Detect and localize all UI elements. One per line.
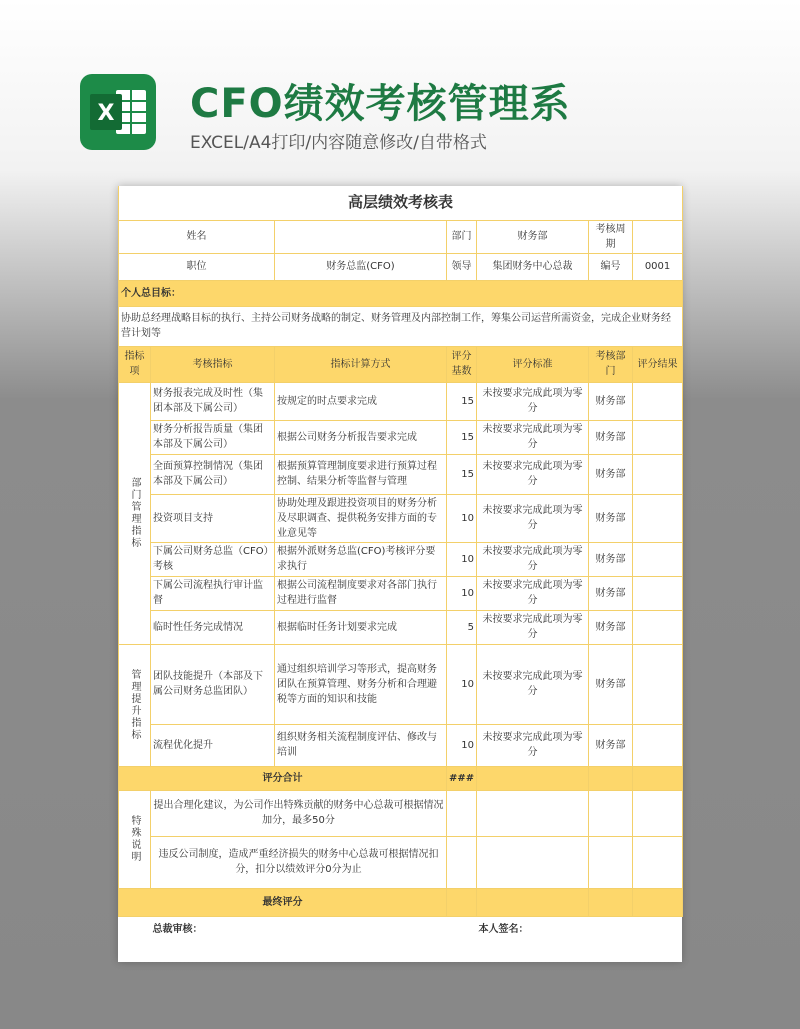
page-header [0,0,800,180]
period-value[interactable] [633,220,683,253]
leader-label: 领导 [447,253,477,280]
method-cell[interactable]: 协助处理及跟进投资项目的财务分析及尽职调查、提供税务安排方面的专业意见等 [275,494,447,542]
excel-icon [78,72,158,152]
sheet-title: 高层绩效考核表 [119,186,683,220]
number-value[interactable]: 0001 [633,253,683,280]
base-cell[interactable]: 15 [447,454,477,494]
dept-cell[interactable]: 财务部 [589,454,633,494]
dept-value[interactable]: 财务部 [477,220,589,253]
group-label-management-improvement: 管理提升指标 [119,644,151,766]
special-note-penalty[interactable]: 违反公司制度，造成严重经济损失的财务中心总裁可根据情况扣分，扣分以绩效评分0分为止 [151,836,447,888]
indicator-cell[interactable]: 团队技能提升（本部及下属公司财务总监团队） [151,644,275,724]
table-row [119,454,683,494]
position-value[interactable]: 财务总监(CFO) [275,253,447,280]
table-row [119,420,683,454]
table-row [119,382,683,420]
indicator-cell[interactable]: 临时性任务完成情况 [151,610,275,644]
indicator-cell[interactable]: 下属公司财务总监（CFO）考核 [151,542,275,576]
base-cell[interactable]: 15 [447,420,477,454]
result-cell[interactable] [633,576,683,610]
name-label: 姓名 [119,220,275,253]
goal-text[interactable]: 协助总经理战略目标的执行、主持公司财务战略的制定、财务管理及内部控制工作，筹集公司运营所需资金，完成企业财务经营计划等 [119,306,683,346]
dept-cell[interactable]: 财务部 [589,610,633,644]
standard-cell[interactable]: 未按要求完成此项为零分 [477,724,589,766]
base-cell[interactable]: 10 [447,724,477,766]
result-cell[interactable] [633,382,683,420]
dept-label: 部门 [447,220,477,253]
base-cell[interactable]: 5 [447,610,477,644]
page-title: CFO绩效考核管理系 [190,81,571,127]
method-cell[interactable]: 根据公司流程制度要求对各部门执行过程进行监督 [275,576,447,610]
table-row [119,724,683,766]
method-cell[interactable]: 根据公司财务分析报告要求完成 [275,420,447,454]
dept-cell[interactable]: 财务部 [589,382,633,420]
standard-cell[interactable]: 未按要求完成此项为零分 [477,542,589,576]
col-header-dept: 考核部门 [589,346,633,382]
self-sign-label: 本人签名： [478,923,529,935]
method-cell[interactable]: 根据预算管理制度要求进行预算过程控制、结果分析等监督与管理 [275,454,447,494]
standard-cell[interactable]: 未按要求完成此项为零分 [477,644,589,724]
group-label-dept-management: 部门管理指标 [119,382,151,644]
final-score-value[interactable] [447,888,477,916]
method-cell[interactable]: 通过组织培训学习等形式，提高财务团队在预算管理、财务分析和合理避税等方面的知识和技能 [275,644,447,724]
leader-value[interactable]: 集团财务中心总裁 [477,253,589,280]
goal-label: 个人总目标： [119,280,683,306]
special-note-bonus[interactable]: 提出合理化建议，为公司作出特殊贡献的财务中心总裁可根据情况加分，最多50分 [151,790,447,836]
evaluation-table [118,186,683,942]
subtotal-label: 评分合计 [119,766,447,790]
table-row [119,610,683,644]
method-cell[interactable]: 根据临时任务计划要求完成 [275,610,447,644]
standard-cell[interactable]: 未按要求完成此项为零分 [477,454,589,494]
name-value[interactable] [275,220,447,253]
col-header-item: 指标项 [119,346,151,382]
number-label: 编号 [589,253,633,280]
base-cell[interactable]: 15 [447,382,477,420]
standard-cell[interactable]: 未按要求完成此项为零分 [477,494,589,542]
dept-cell[interactable]: 财务部 [589,724,633,766]
indicator-cell[interactable]: 下属公司流程执行审计监督 [151,576,275,610]
page-subtitle: EXCEL/A4打印/内容随意修改/自带格式 [190,133,487,153]
dept-cell[interactable]: 财务部 [589,420,633,454]
dept-cell[interactable]: 财务部 [589,542,633,576]
result-cell[interactable] [633,724,683,766]
method-cell[interactable]: 根据外派财务总监(CFO)考核评分要求执行 [275,542,447,576]
special-notes-label: 特殊说明 [119,790,151,888]
dept-cell[interactable]: 财务部 [589,494,633,542]
dept-cell[interactable]: 财务部 [589,576,633,610]
col-header-indicator: 考核指标 [151,346,275,382]
indicator-cell[interactable]: 投资项目支持 [151,494,275,542]
standard-cell[interactable]: 未按要求完成此项为零分 [477,576,589,610]
method-cell[interactable]: 按规定的时点要求完成 [275,382,447,420]
col-header-result: 评分结果 [633,346,683,382]
result-cell[interactable] [633,644,683,724]
final-score-label: 最终评分 [119,888,447,916]
result-cell[interactable] [633,494,683,542]
standard-cell[interactable]: 未按要求完成此项为零分 [477,610,589,644]
result-cell[interactable] [633,454,683,494]
result-cell[interactable] [633,542,683,576]
indicator-cell[interactable]: 流程优化提升 [151,724,275,766]
subtotal-value[interactable]: ### [447,766,477,790]
base-cell[interactable]: 10 [447,644,477,724]
period-label: 考核周期 [589,220,633,253]
col-header-base: 评分基数 [447,346,477,382]
excel-icon-letter: X [97,101,115,126]
base-cell[interactable]: 10 [447,494,477,542]
result-cell[interactable] [633,610,683,644]
indicator-cell[interactable]: 全面预算控制情况（集团本部及下属公司） [151,454,275,494]
result-cell[interactable] [633,420,683,454]
table-row [119,494,683,542]
indicator-cell[interactable]: 财务分析报告质量（集团本部及下属公司） [151,420,275,454]
president-review-label: 总裁审核： [152,923,203,935]
method-cell[interactable]: 组织财务相关流程制度评估、修改与培训 [275,724,447,766]
standard-cell[interactable]: 未按要求完成此项为零分 [477,420,589,454]
table-row [119,576,683,610]
evaluation-sheet [118,186,682,962]
position-label: 职位 [119,253,275,280]
base-cell[interactable]: 10 [447,576,477,610]
col-header-method: 指标计算方式 [275,346,447,382]
standard-cell[interactable]: 未按要求完成此项为零分 [477,382,589,420]
table-row [119,542,683,576]
dept-cell[interactable]: 财务部 [589,644,633,724]
col-header-standard: 评分标准 [477,346,589,382]
base-cell[interactable]: 10 [447,542,477,576]
table-row [119,644,683,724]
indicator-cell[interactable]: 财务报表完成及时性（集团本部及下属公司） [151,382,275,420]
